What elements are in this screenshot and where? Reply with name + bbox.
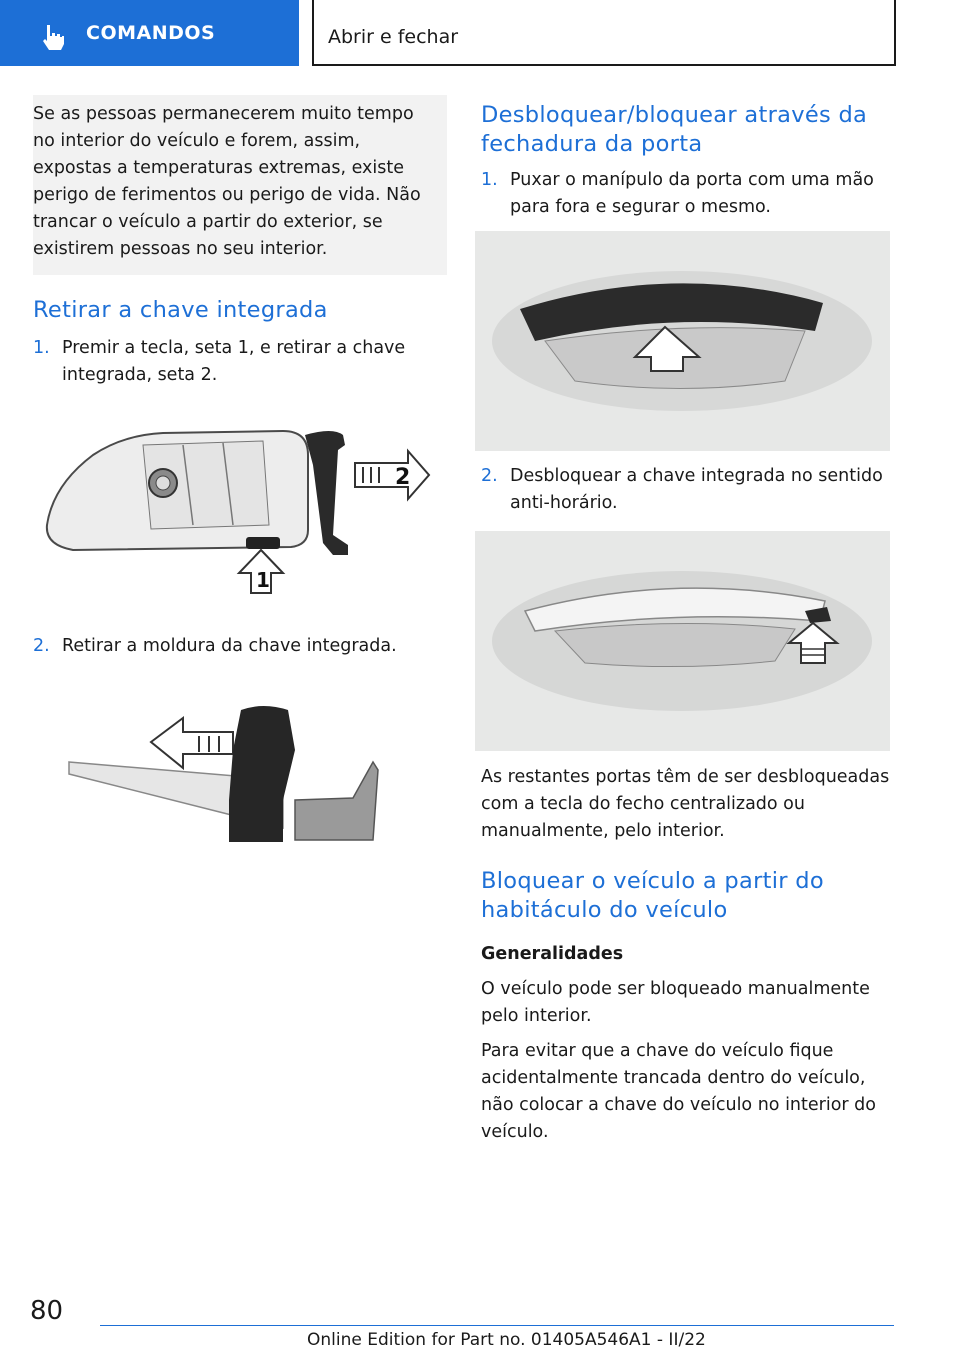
section-heading: Retirar a chave integrada	[33, 297, 328, 323]
hand-pointer-icon	[38, 22, 68, 52]
section-heading-lock-inside: Bloquear o veículo a partir do habitáculo do veículo	[481, 868, 824, 923]
step-number: 2.	[481, 466, 498, 486]
warning-text: Se as pessoas permanecerem muito tempo no interior do veículo e forem, assim, expostas a temperaturas extremas, existe perigo de ferimentos ou perigo de vida. Não trancar o veículo a partir do exterior, se existirem pessoas no seu interior.	[33, 104, 421, 259]
key-blade-figure	[33, 690, 447, 860]
section-remove-key	[33, 296, 447, 389]
chapter-title: Abrir e fechar	[328, 26, 459, 48]
footer-edition: Online Edition for Part no. 01405A546A1 - II/22	[307, 1330, 706, 1350]
step-text: Retirar a moldura da chave integrada.	[62, 636, 397, 656]
step-item	[481, 167, 893, 221]
door-handle-figure	[475, 231, 890, 451]
doors-paragraph: As restantes portas têm de ser desbloqueadas com a tecla do fecho centralizado ou manualmente, pelo interior.	[481, 767, 890, 841]
step-item	[33, 633, 447, 660]
step-item	[33, 335, 447, 389]
step-number: 2.	[33, 636, 50, 656]
general-paragraph-1: O veículo pode ser bloqueado manualmente pelo interior.	[481, 979, 870, 1026]
step-item	[481, 463, 893, 517]
section-label: COMANDOS	[86, 22, 216, 44]
footer-divider	[100, 1325, 894, 1326]
step-number: 1.	[33, 338, 50, 358]
right-lower-text	[481, 764, 893, 1146]
step-text: Desbloquear a chave integrada no sentido anti-horário.	[510, 466, 883, 513]
step-text: Puxar o manípulo da porta com uma mão para fora e segurar o mesmo.	[510, 170, 874, 217]
step-text: Premir a tecla, seta 1, e retirar a chave integrada, seta 2.	[62, 338, 406, 385]
key-fob-figure	[33, 405, 447, 610]
lock-unlock-figure	[475, 531, 890, 751]
arrow-label-2: 2	[395, 465, 411, 490]
section-tab	[0, 0, 299, 66]
step-number: 1.	[481, 170, 498, 190]
warning-box	[33, 95, 447, 275]
section-heading: Desbloquear/bloquear através da fechadura da porta	[481, 102, 868, 157]
chapter-header	[312, 0, 896, 66]
section-door-lock	[481, 101, 893, 221]
arrow-label-1: 1	[256, 568, 270, 592]
general-paragraph-2: Para evitar que a chave do veículo fique acidentalmente trancada dentro do veículo, não colocar a chave do veículo no interior do veículo.	[481, 1041, 876, 1142]
subheading-general: Generalidades	[481, 944, 624, 964]
page-number: 80	[30, 1296, 64, 1326]
